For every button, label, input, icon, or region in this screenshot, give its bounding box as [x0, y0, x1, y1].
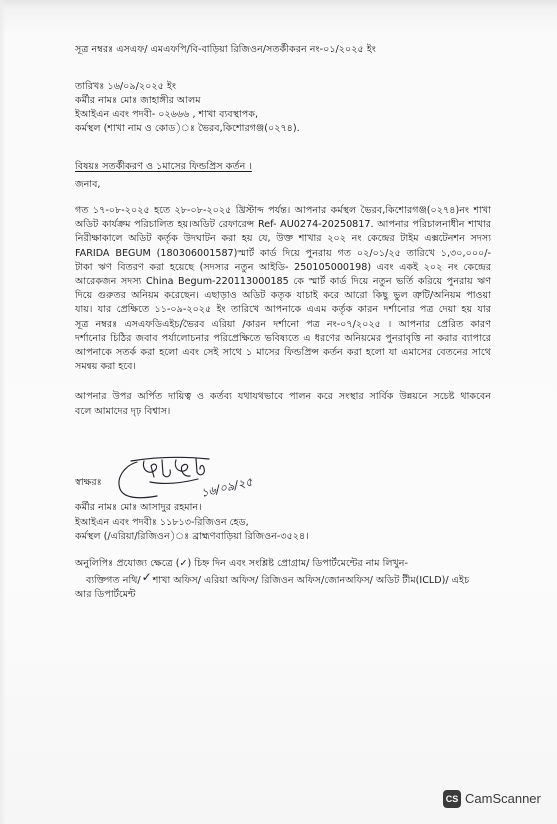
copy-recipients [75, 572, 495, 589]
copy-recipients-text: ব্যক্তিগত নথি/ [86, 574, 141, 586]
signer-workplace: কর্মস্থল (/এরিয়া/রিজিওন)ঃ ব্রাহ্মণবাড়িয়া রিজিওন-৩৫২৪। [75, 531, 309, 543]
camscanner-logo-icon: CS [443, 790, 461, 808]
camscanner-watermark [443, 790, 541, 808]
recipient-block [75, 80, 495, 136]
paragraph-line: দিয়ে গুরুতর অনিয়ম করেছেন। এছাড়াও অডিট কতৃক যাচাই করে আরো কিছু ভুল ত্রুটি/অনিয়ম পাওয়া [75, 290, 491, 302]
paragraph-line: অডিট কার্যক্রম পরিচালিত হয়।অডিট রেফারেন্স Ref- AU0274-20250817. আপনার পরিচালনাধীন শাখার [75, 219, 491, 231]
paragraph-line: সমন্বয় করা হবে। [75, 361, 136, 373]
salutation: জনাব, [75, 179, 101, 190]
signature-stroke [131, 457, 209, 461]
recipient-ein: ইআইএন এবং পদবী- ০২৬৬৬ , শাখা ব্যবস্থাপক, [75, 109, 259, 120]
paragraph-line: আপনাকে সতর্ক করা হলো এবং সেই সাথে ১ মাসের ফিন্ডপ্রিন্স কর্তন করা হলো যা এমাসের বেতনের সাথে [75, 347, 491, 359]
copy-distribution-block [75, 557, 495, 603]
recipient-workplace: কর্মস্থল (শাখা নাম ও কোড)ঃ ভৈরব,কিশোরগঞ্জ(০২৭৪). [75, 123, 300, 134]
paragraph-line: আপনার উপর অর্পিত দায়িত্ব ও কর্তব্য যথাযথভাবে পালন করে সংস্থার সার্বিক উন্নয়নে সচেষ্ট থাকবেন [75, 391, 491, 402]
copy-recipients-text: শাখা অফিস/ এরিয়া অফিস/ রিজিওন অফিস/জোনঅফিস/ অডিট টীম(ICLD)/ এইচ [152, 574, 470, 586]
subject-line: বিষয়ঃ সতর্কীকরণ ও ১মাসের ফিন্ডপ্রিস কর্তন । [75, 161, 252, 172]
salutation-block [75, 178, 495, 192]
subject-block [75, 160, 495, 179]
signer-block [75, 501, 495, 545]
copy-recipients-continued: আর ডিপার্টমেন্ট [75, 589, 136, 600]
paragraph-line: নিরীক্ষাকালে অডিট কর্তৃক উদঘাটন করা হয় যে, উক্ত শাখার ২০২ নং কেন্দ্রের টাইম এক্সটেনশন সদস্য [75, 233, 491, 245]
reference-block [75, 43, 495, 57]
paragraph-line: টাকা ঋণ বিতরণ করা হয়েছে (সদস্যর নতুন আইডি- 250105000198) এবং একই ২০২ নং কেন্দ্রের [75, 261, 491, 273]
signature-stroke [143, 461, 156, 477]
recipient-name: কর্মীর নামঃ মোঃ জাহাঙ্গীর আলম [75, 95, 201, 106]
signature-stroke [196, 459, 204, 475]
body-paragraph-1 [75, 204, 491, 374]
reference-number: সূত্র নম্বরঃ এসএফ/ এমএফপি/বি-বাড়িয়া রিজিওন/সতর্কীকরন নং-০১/২০২৫ ইং [75, 44, 376, 55]
signature-stroke [175, 460, 190, 476]
signature-date: ১৬/০৯/২৫ [199, 474, 254, 500]
paragraph-line: গত ১৭-০৮-২০২৫ হতে ২৮-০৮-২০২৫ খ্রিস্টাব্দ পর্যন্ত। আপনার কর্মস্থল ভৈরব,কিশোরগঞ্জ(০২৭৪)নং শাখা [75, 205, 491, 216]
camscanner-text: CamScanner [465, 791, 541, 806]
paragraph-line: বলে আমাদের দৃঢ় বিশ্বাস। [75, 406, 171, 417]
check-mark-icon: ✓ [141, 571, 152, 584]
body-paragraph-2 [75, 389, 491, 419]
paragraph-line: দর্শানোর চিঠির জবাব পর্যালোচনার পরিপ্রেক্ষিতে ভবিষ্যতে এ ধরণের অনিয়মের পুনরাবৃত্তি না করার ব্যাপারে [75, 332, 491, 344]
paragraph-line: যায়। যার প্রেক্ষিতে ১১-০৯-২০২৫ ইং তারিখে আপনাকে এএম কর্তৃক কারন দর্শানোর পত্র দেয়া হয় যার [75, 304, 491, 316]
signer-name: কর্মীর নামঃ মোঃ আসাদুর রহমান। [75, 502, 202, 513]
signature-label: স্বাক্ষরঃ [75, 477, 102, 488]
paragraph-line: FARIDA BEGUM (180306001587)স্মার্ট কার্ড দিয়ে পুনরায় গত ০২/০১/২৫ তারিখে ১,৩০,০০০/- [75, 247, 491, 259]
signature-stroke [162, 460, 170, 477]
copy-instruction: অনুলিপিঃ প্রযোজ্য ক্ষেত্রে (✓) চিহ্ন দিন এবং সংশ্লিষ্ট প্রোগ্রাম/ ডিপার্টমেন্টের নাম লিখুন- [75, 558, 408, 569]
letter-date: তারিখঃ ১৬/০৯/২০২৫ ইং [75, 81, 176, 92]
paragraph-line: সূত্র নম্বরঃ এসএফডিএইচ/ভৈরব এরিয়া /কারন দর্শানো পত্র নং-০৭/২০২৫ । আপনার প্রেরিত কারণ [75, 318, 491, 330]
signature-stroke [150, 479, 198, 483]
signer-ein: ইআইএন এবং পদবীঃ ১১৮১৩-রিজিওন হেড, [75, 516, 249, 528]
paragraph-line: আরেকজন সদস্য China Begum-220113000185 কে স্মার্ট কার্ড দিয়ে নতুন ভর্তি করিয়ে পুনরায় ঋণ [75, 276, 491, 288]
